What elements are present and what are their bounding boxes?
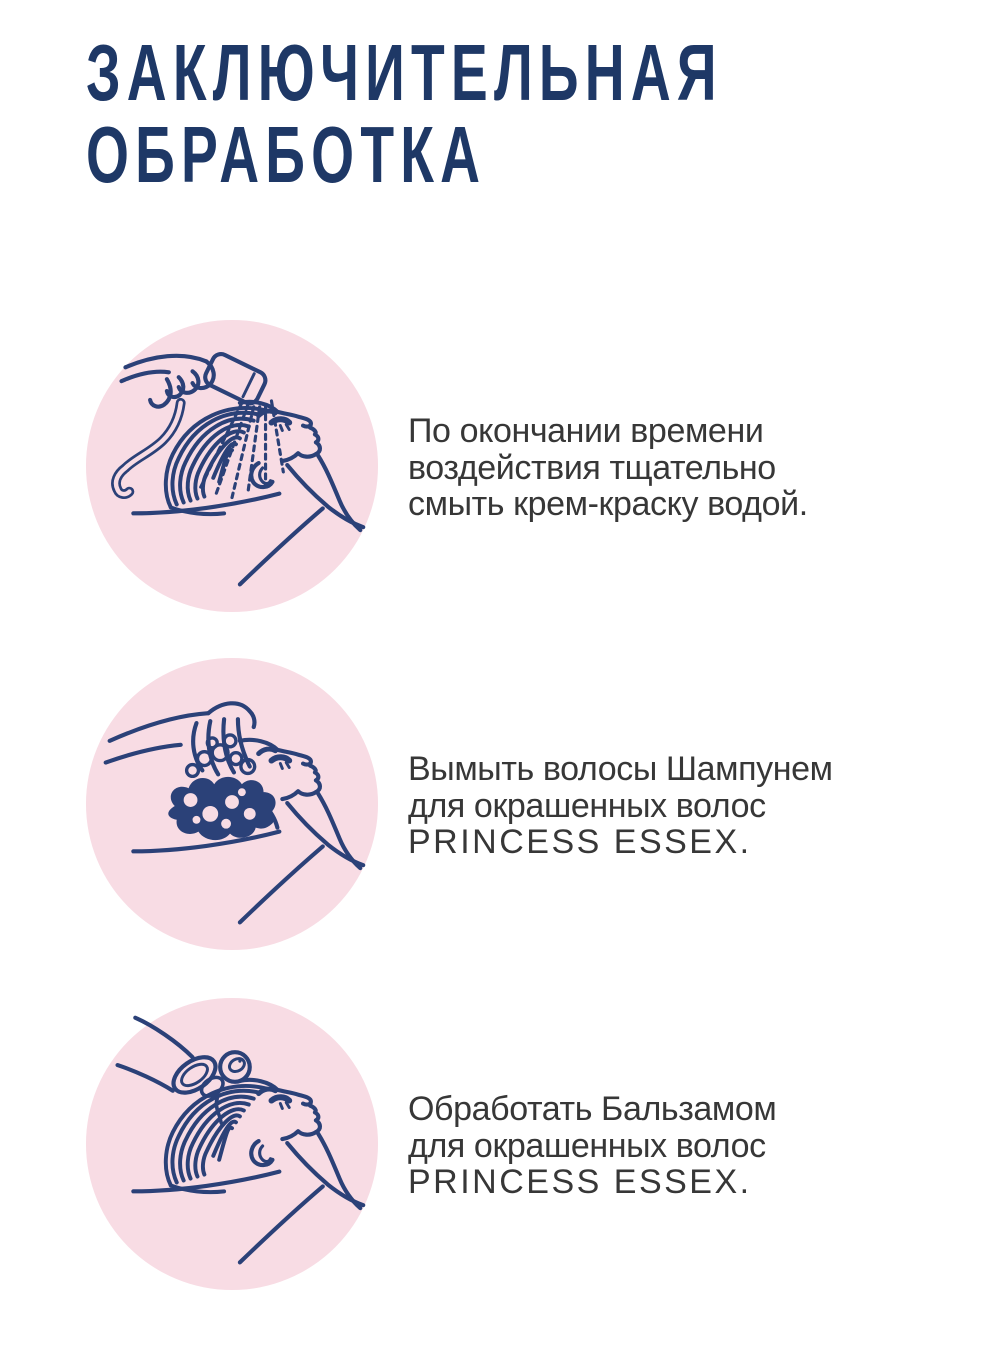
shower-rinse-illustration [84, 318, 380, 614]
page-title-line-1: ЗАКЛЮЧИТЕЛЬНАЯ [86, 28, 723, 117]
caption-line: воздействия тщательно [408, 448, 776, 487]
caption-brand-line: PRINCESS ESSEX. [408, 1163, 752, 1202]
page-title-line-2: ОБРАБОТКА [86, 110, 487, 199]
caption-line: Обработать Бальзамом [408, 1090, 777, 1129]
caption-line: Вымыть волосы Шампунем [408, 750, 833, 789]
step-balm-caption [408, 1087, 788, 1201]
step-rinse [84, 318, 808, 614]
caption-brand-line: PRINCESS ESSEX. [408, 823, 752, 862]
shampoo-wash-illustration [84, 656, 380, 952]
caption-line: для окрашенных волос [408, 1126, 766, 1165]
balm-apply-illustration [84, 996, 380, 1292]
caption-line: смыть крем-краску водой. [408, 485, 808, 524]
caption-line: По окончании времени [408, 412, 764, 451]
step-balm [84, 996, 788, 1292]
step-rinse-caption [408, 409, 808, 524]
step-shampoo-caption [408, 747, 833, 862]
step-shampoo [84, 656, 833, 952]
caption-line: для окрашенных волос [408, 786, 766, 825]
page-title [86, 28, 984, 199]
pink-circle [86, 998, 378, 1290]
